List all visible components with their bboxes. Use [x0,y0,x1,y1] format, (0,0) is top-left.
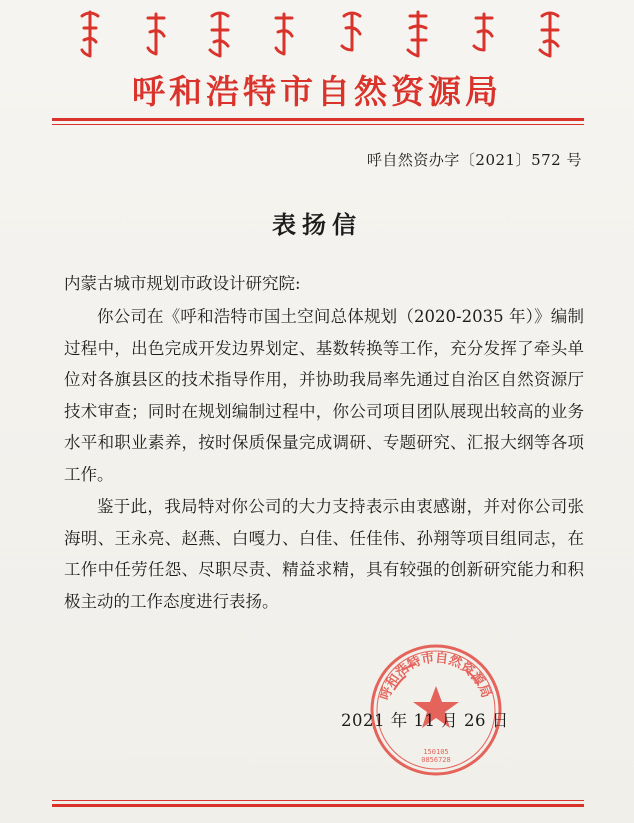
document-title: 表扬信 [272,210,362,239]
svg-text:150105: 150105 [423,748,449,756]
footer-rule-thin [52,800,584,801]
organization-name: 呼和浩特市自然资源局 [132,72,502,111]
recipient-line: 内蒙古城市规划市政设计研究院: [64,274,301,293]
svg-text:呼和浩特市自然资源局: 呼和浩特市自然资源局 [377,650,494,703]
body-paragraph-1: 你公司在《呼和浩特市国土空间总体规划（2020-2035 年）》编制过程中，出色完成开发边界划定、基数转换等工作，充分发挥了牵头单位对各旗县区的技术指导作用，并协助我局率先通过自治区自然资源厅技术审查；同时在规划编制过程中，你公司项目团队展现出较高的业务水平和职业素养，按时保质保量完成调研、专题研究、汇报大纲等各项工作。 [64,307,584,484]
issue-date: 2021 年 11 月 26 日 [341,711,509,730]
svg-text:0856728: 0856728 [421,756,451,764]
mongolian-script-logo [70,6,570,60]
footer-rule-thick [52,804,584,807]
header-rule-thick [52,118,584,121]
body-paragraph-2: 鉴于此，我局特对你公司的大力支持表示由衷感谢，并对你公司张海明、王永亮、赵燕、白嘎力、白佳、任佳伟、孙翔等项目组同志，在工作中任劳任怨、尽职尽责、精益求精，具有较强的创新研究能力和积极主动的工作态度进行表扬。 [64,497,584,611]
document-number: 呼自然资办字〔2021〕572 号 [366,151,582,169]
header-rule-thin [52,124,584,125]
